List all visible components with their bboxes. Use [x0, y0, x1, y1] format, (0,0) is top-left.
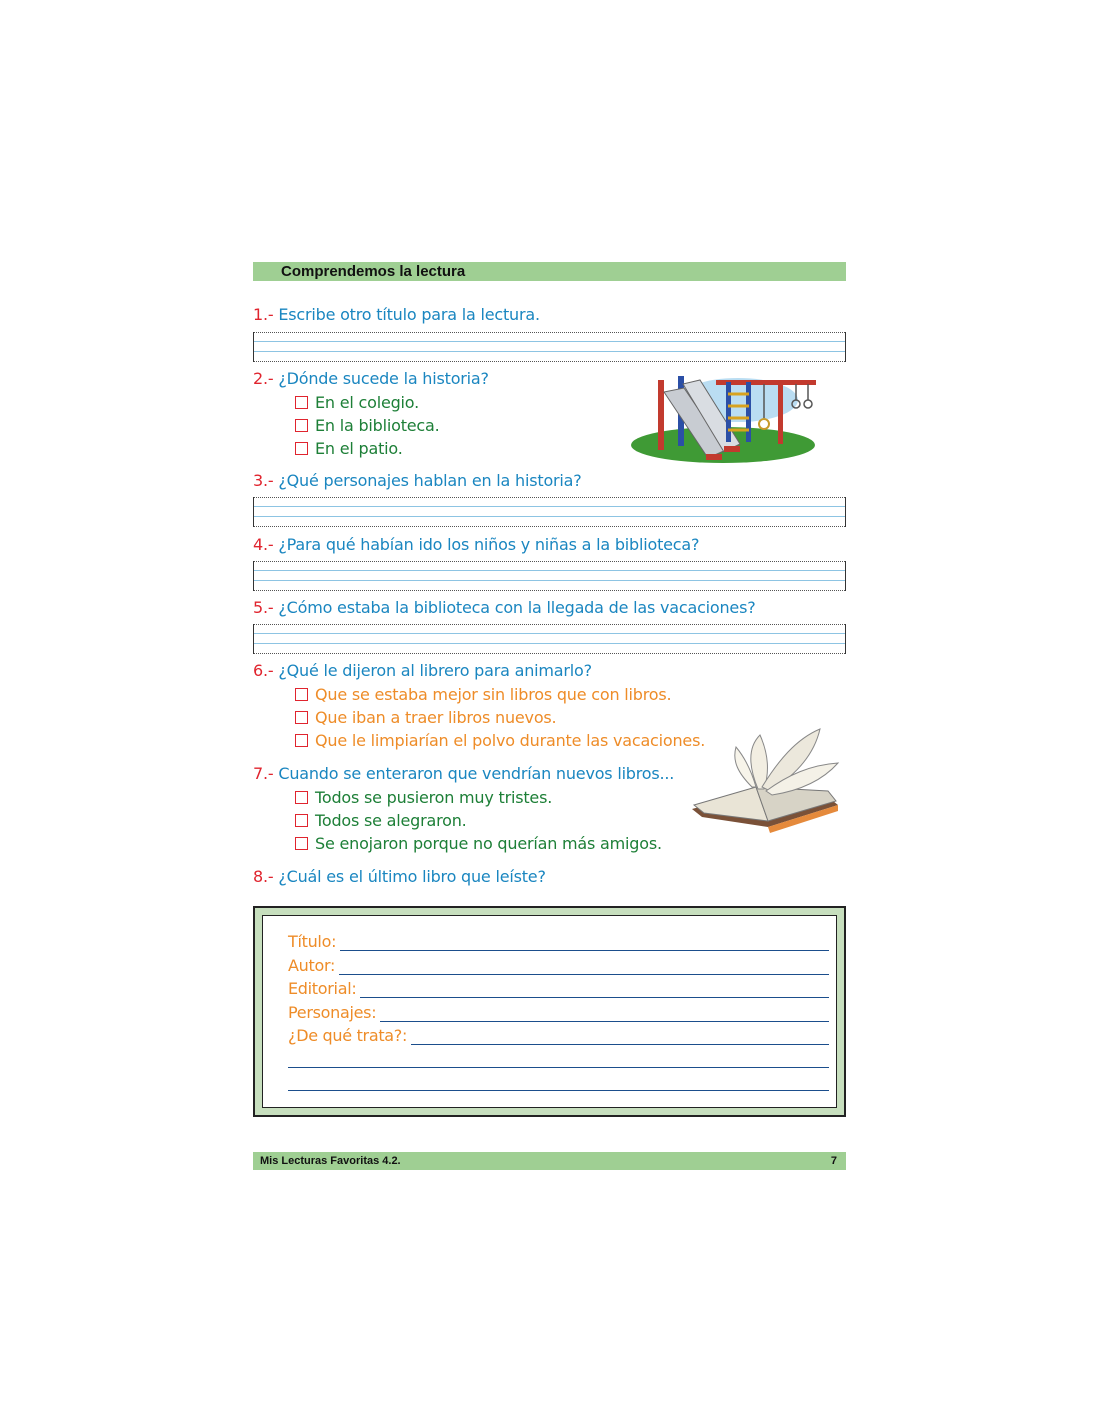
option-6c[interactable]: Que le limpiarían el polvo durante las vacaciones. — [295, 731, 705, 750]
question-text: ¿Para qué habían ido los niños y niñas a la biblioteca? — [278, 535, 700, 554]
checkbox-icon[interactable] — [295, 396, 308, 409]
option-7a[interactable]: Todos se pusieron muy tristes. — [295, 788, 552, 807]
playground-illustration — [628, 370, 818, 470]
question-text: ¿Qué le dijeron al librero para animarlo? — [278, 661, 592, 680]
question-number: 3 — [253, 471, 263, 490]
question-number: 7 — [253, 764, 263, 783]
option-2c[interactable]: En el patio. — [295, 439, 403, 458]
question-2: 2.- ¿Dónde sucede la historia? — [253, 369, 489, 388]
question-number: 6 — [253, 661, 263, 680]
checkbox-icon[interactable] — [295, 688, 308, 701]
question-3: 3.- ¿Qué personajes hablan en la historia? — [253, 471, 582, 490]
worksheet-page — [253, 0, 846, 1422]
footer-title: Mis Lecturas Favoritas 4.2. — [260, 1155, 401, 1167]
field-editorial[interactable]: Editorial: — [288, 977, 829, 999]
page-number: 7 — [830, 1155, 837, 1167]
option-2a[interactable]: En el colegio. — [295, 393, 419, 412]
question-1: 1.- Escribe otro título para la lectura. — [253, 305, 540, 324]
field-autor[interactable]: Autor: — [288, 954, 829, 976]
checkbox-icon[interactable] — [295, 791, 308, 804]
answer-lines-4[interactable] — [253, 561, 846, 591]
answer-lines-3[interactable] — [253, 497, 846, 527]
field-extra-line-1[interactable] — [288, 1047, 829, 1069]
checkbox-icon[interactable] — [295, 442, 308, 455]
answer-lines-5[interactable] — [253, 624, 846, 654]
checkbox-icon[interactable] — [295, 734, 308, 747]
book-form-inner — [262, 915, 837, 1108]
checkbox-icon[interactable] — [295, 814, 308, 827]
question-number: 2 — [253, 369, 263, 388]
field-extra-line-2[interactable] — [288, 1070, 829, 1092]
option-6b[interactable]: Que iban a traer libros nuevos. — [295, 708, 556, 727]
section-title: Comprendemos la lectura — [281, 263, 466, 280]
page-footer — [253, 1152, 846, 1170]
option-6a[interactable]: Que se estaba mejor sin libros que con libros. — [295, 685, 671, 704]
option-2b[interactable]: En la biblioteca. — [295, 416, 440, 435]
question-8: 8.- ¿Cuál es el último libro que leíste? — [253, 867, 546, 886]
question-text: ¿Qué personajes hablan en la historia? — [278, 471, 582, 490]
question-text: ¿Cuál es el último libro que leíste? — [278, 867, 546, 886]
question-text: Escribe otro título para la lectura. — [278, 305, 540, 324]
open-book-illustration — [688, 725, 848, 835]
question-number: 4 — [253, 535, 263, 554]
question-6: 6.- ¿Qué le dijeron al librero para animarlo? — [253, 661, 592, 680]
field-de-que-trata[interactable]: ¿De qué trata?: — [288, 1024, 829, 1046]
question-4: 4.- ¿Para qué habían ido los niños y niñas a la biblioteca? — [253, 535, 700, 554]
question-5: 5.- ¿Cómo estaba la biblioteca con la llegada de las vacaciones? — [253, 598, 756, 617]
question-number: 8 — [253, 867, 263, 886]
section-header — [253, 262, 846, 281]
question-text: ¿Dónde sucede la historia? — [278, 369, 489, 388]
option-7c[interactable]: Se enojaron porque no querían más amigos. — [295, 834, 662, 853]
field-personajes[interactable]: Personajes: — [288, 1001, 829, 1023]
question-7: 7.- Cuando se enteraron que vendrían nuevos libros... — [253, 764, 675, 783]
checkbox-icon[interactable] — [295, 837, 308, 850]
checkbox-icon[interactable] — [295, 711, 308, 724]
question-text: Cuando se enteraron que vendrían nuevos libros... — [278, 764, 675, 783]
checkbox-icon[interactable] — [295, 419, 308, 432]
option-7b[interactable]: Todos se alegraron. — [295, 811, 467, 830]
question-text: ¿Cómo estaba la biblioteca con la llegada de las vacaciones? — [278, 598, 756, 617]
field-titulo[interactable]: Título: — [288, 930, 829, 952]
question-number: 5 — [253, 598, 263, 617]
answer-lines-1[interactable] — [253, 332, 846, 362]
question-number: 1 — [253, 305, 263, 324]
book-form — [253, 906, 846, 1117]
